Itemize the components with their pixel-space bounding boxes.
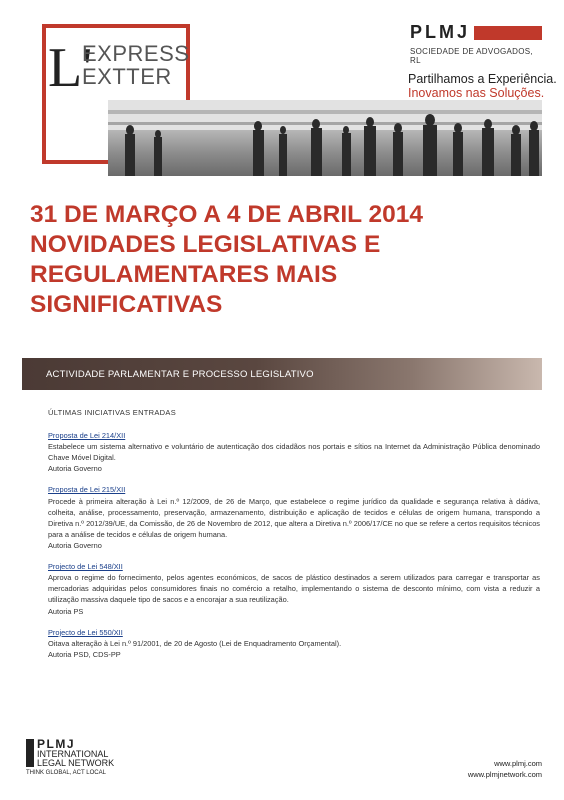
firm-logo-bar bbox=[474, 26, 542, 40]
tagline bbox=[408, 72, 557, 101]
initiative-author: Autoria Governo bbox=[48, 540, 102, 550]
footer-link-plmj[interactable]: www.plmj.com bbox=[494, 759, 542, 768]
footer-logo-name: PLMJ bbox=[37, 737, 76, 751]
initiative-author: Autoria Governo bbox=[48, 464, 102, 474]
footer-logo-mark bbox=[26, 738, 126, 768]
firm-subtitle: SOCIEDADE DE ADVOGADOS, RL bbox=[410, 47, 533, 65]
section-subheading: ÚLTIMAS INICIATIVAS ENTRADAS bbox=[48, 408, 177, 417]
initiative-link[interactable]: Proposta de Lei 214/XII bbox=[48, 431, 126, 440]
newsletter-logo bbox=[82, 42, 189, 88]
section-heading: ACTIVIDADE PARLAMENTAR E PROCESSO LEGISLATIVO bbox=[46, 368, 314, 380]
initiative-description: Procede à primeira alteração à Lei n.º 12/2009, de 26 de Março, que estabelece o regime jurídico da qualidade e segurança relativa à dádiva, colheita, análise, processamento, preservação, armazenamento, distribuição e aplicação de tecidos e células de origem humana, transpondo a Diretiva n.º 2012/39/UE, da Comissão, de 26 de Novembro de 2012, que altera a Diretiva n.º 2006/17/CE no que se refere a certos requisitos técnicos para a análise de tecidos e células de origem humana. bbox=[48, 496, 540, 539]
initiative-description: Estabelece um sistema alternativo e voluntário de autenticação dos cidadãos nos portais e sítios na Internet da Administração Pública denominado Chave Móvel Digital. bbox=[48, 442, 540, 463]
footer-links bbox=[468, 758, 542, 781]
footer-logo-bar bbox=[26, 739, 34, 767]
logo-line-express: EXPRESS bbox=[82, 41, 190, 66]
initiative-link[interactable]: Projecto de Lei 548/XII bbox=[48, 562, 123, 572]
footer-logo-line: INTERNATIONAL bbox=[37, 749, 109, 759]
header bbox=[0, 0, 564, 180]
list-item bbox=[48, 561, 540, 617]
logo-letter: L' bbox=[48, 37, 93, 99]
title-line: 31 DE MARÇO A 4 DE ABRIL 2014 bbox=[30, 201, 424, 228]
footer-logo-line: LEGAL NETWORK bbox=[37, 758, 115, 768]
firm-logo bbox=[410, 22, 542, 65]
footer-link-network[interactable]: www.plmjnetwork.com bbox=[467, 770, 542, 780]
logo-frame-edge bbox=[42, 160, 108, 164]
initiative-author: Autoria PSD, CDS-PP bbox=[48, 649, 121, 659]
initiatives-list bbox=[48, 430, 540, 670]
initiative-author: Autoria PS bbox=[48, 606, 84, 616]
title-line: SIGNIFICATIVAS bbox=[30, 291, 223, 319]
firm-logo-top bbox=[410, 22, 542, 43]
logo-line-extter: EXTTER bbox=[82, 64, 172, 90]
footer-logo bbox=[26, 738, 126, 776]
title-line: REGULAMENTARES MAIS bbox=[30, 261, 338, 289]
initiative-description: Oitava alteração à Lei n.º 91/2001, de 20 de Agosto (Lei de Enquadramento Orçamental). bbox=[48, 638, 342, 648]
tagline-line-2: Inovamos nas Soluções. bbox=[408, 86, 545, 101]
initiative-description: Aprova o regime do fornecimento, pelos agentes económicos, de sacos de plástico destinados a serem utilizados para carregar e transportar as mercadorias adquiridas pelos consumidores finais no comércio a retalho, implementando o sistema de desconto mínimo, com vista a reduzir a utilização massiva daquele tipo de sacos e a encorajar a sua reutilização. bbox=[48, 573, 540, 605]
footer-logo-text bbox=[37, 738, 114, 768]
list-item bbox=[48, 430, 540, 474]
list-item bbox=[48, 484, 540, 551]
list-item bbox=[48, 627, 540, 660]
initiative-link[interactable]: Proposta de Lei 215/XII bbox=[48, 485, 126, 495]
initiative-link[interactable]: Projecto de Lei 550/XII bbox=[48, 627, 123, 637]
footer-motto: THINK GLOBAL, ACT LOCAL bbox=[26, 770, 106, 776]
firm-name: PLMJ bbox=[410, 22, 471, 42]
section-heading-bar bbox=[22, 358, 542, 390]
page-title bbox=[30, 200, 540, 321]
title-line: NOVIDADES LEGISLATIVAS E bbox=[30, 231, 381, 259]
tagline-line-1: Partilhamos a Experiência. bbox=[408, 72, 557, 86]
